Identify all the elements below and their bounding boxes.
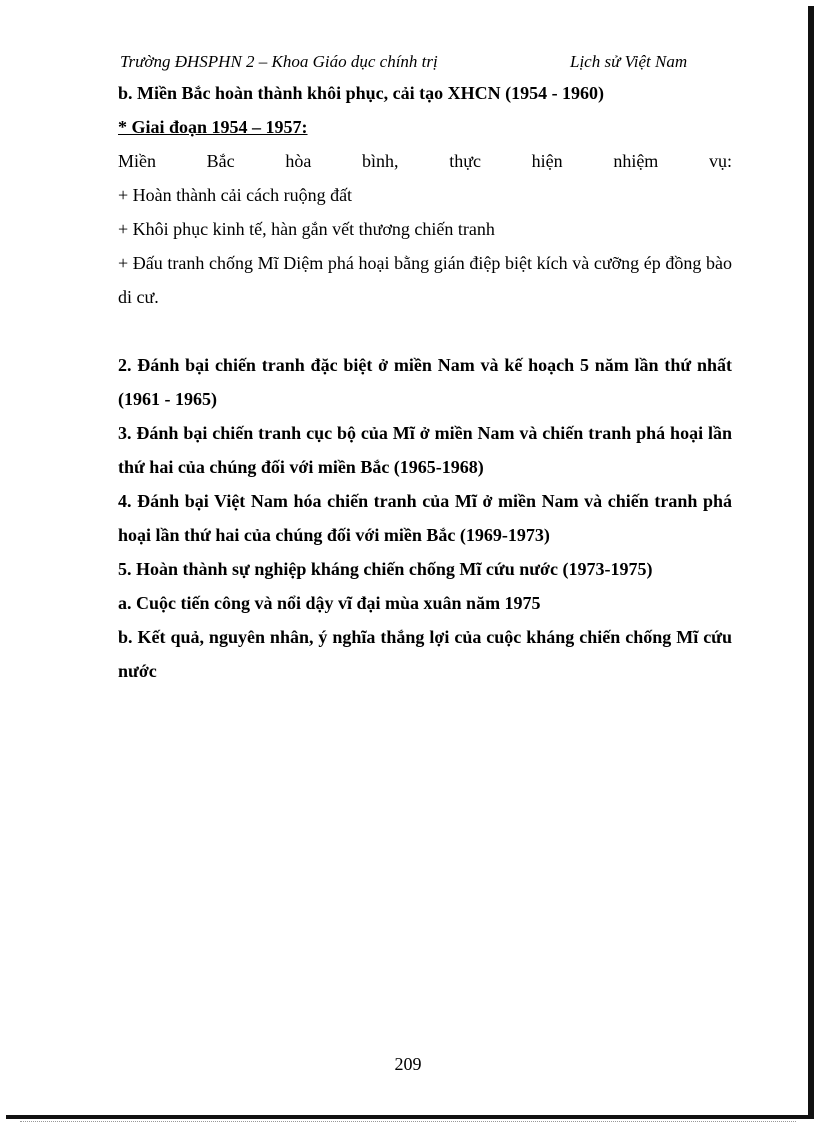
- intro-line: Miền Bắc hòa bình, thực hiện nhiệm vụ:: [118, 151, 732, 171]
- bullet-item: + Đấu tranh chống Mĩ Diệm phá hoại bằng gián điệp biệt kích và cưỡng ép đồng bào di cư.: [118, 253, 732, 307]
- spacer: [118, 314, 732, 348]
- heading-2: 2. Đánh bại chiến tranh đặc biệt ở miền Nam và kế hoạch 5 năm lần thứ nhất (1961 - 1965): [118, 355, 732, 409]
- subheading-b: b. Kết quả, nguyên nhân, ý nghĩa thắng lợi của cuộc kháng chiến chống Mĩ cứu nước: [118, 627, 732, 681]
- page-shadow-right: [808, 6, 814, 1115]
- bottom-dotted-rule: [20, 1121, 796, 1122]
- header-subject: Lịch sử Việt Nam: [570, 52, 688, 71]
- page-shadow-bottom: [6, 1115, 814, 1119]
- subheading-a: a. Cuộc tiến công và nổi dậy vĩ đại mùa xuân năm 1975: [118, 593, 541, 613]
- page-content: [118, 76, 732, 688]
- phase-heading-text: * Giai đoạn 1954 – 1957:: [118, 117, 308, 137]
- page-number: 209: [394, 1054, 422, 1074]
- header-institution: Trường ĐHSPHN 2 – Khoa Giáo dục chính trị: [120, 52, 438, 71]
- section-b-heading: b. Miền Bắc hoàn thành khôi phục, cải tạo XHCN (1954 - 1960): [118, 83, 605, 103]
- heading-4: 4. Đánh bại Việt Nam hóa chiến tranh của Mĩ ở miền Nam và chiến tranh phá hoại lần thứ hai của chúng đối với miền Bắc (1969-1973): [118, 491, 732, 545]
- heading-5: 5. Hoàn thành sự nghiệp kháng chiến chống Mĩ cứu nước (1973-1975): [118, 559, 653, 579]
- phase-heading: [118, 110, 732, 144]
- bullet-item: + Khôi phục kinh tế, hàn gắn vết thương chiến tranh: [118, 219, 495, 239]
- heading-3: 3. Đánh bại chiến tranh cục bộ của Mĩ ở miền Nam và chiến tranh phá hoại lần thứ hai của chúng đối với miền Bắc (1965-1968): [118, 423, 732, 477]
- bullet-item: + Hoàn thành cải cách ruộng đất: [118, 185, 353, 205]
